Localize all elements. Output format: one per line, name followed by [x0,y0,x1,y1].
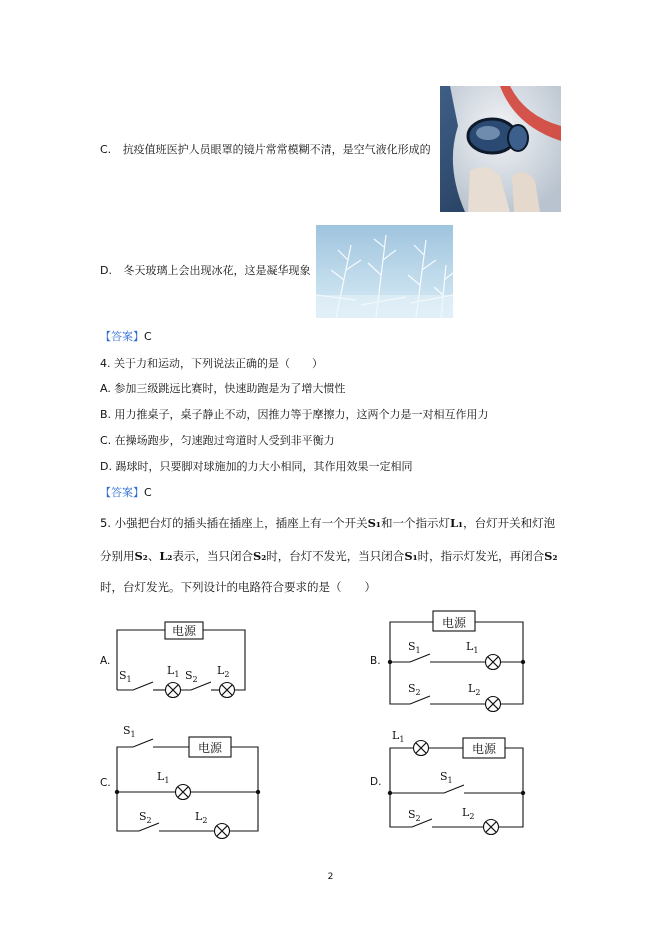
q4-option-a: A. 参加三级跳远比赛时，快速助跑是为了增大惯性 [100,382,346,395]
lamp-l2-label: $L_2$ [195,810,208,825]
junction-dot [521,791,525,795]
q5-text: 分别用 [100,549,135,563]
answer-tag: 【答案】 [100,486,144,499]
medical-worker-photo [440,86,561,212]
circuit-d-label: D. [370,776,382,788]
switch-s1-label: $S_1$ [440,770,453,785]
symbol-s1: S₁ [367,516,381,530]
switch-s1-label: $S_1$ [123,724,136,739]
symbol-l1: L₁ [449,516,464,530]
junction-dot [521,660,525,664]
lamp-l2-label: $L_2$ [462,806,475,821]
symbol-l2: L₂ [159,549,173,563]
power-source-label: 电源 [197,741,223,755]
symbol-s2: S₂ [252,549,267,563]
answer-q4 [100,486,152,500]
q5-text: 时，指示灯发光，再闭合 [417,549,545,563]
power-source-label: 电源 [471,742,497,756]
switch-s2-label: $S_2$ [408,808,421,823]
answer-value: C [144,330,152,343]
switch-s2-label: $S_2$ [185,669,198,684]
lamp-l1-label: $L_1$ [466,640,479,655]
option-c-label: C. [100,143,112,156]
q5-text: 表示，当只闭合 [172,549,253,563]
page-number: 2 [327,872,334,882]
lamp-l1-label: $L_1$ [157,770,170,785]
q4-option-c: C. 在操场跑步，匀速跑过弯道时人受到非平衡力 [100,434,335,447]
medical-worker-image [440,86,561,212]
q4-stem: 4. 关于力和运动，下列说法正确的是（ ） [100,357,323,370]
power-source-label: 电源 [441,616,467,630]
circuit-a [95,618,275,708]
q5-line-3: 时，台灯发光。下列设计的电路符合要求的是（ ） [100,580,376,594]
option-c-row [100,143,431,157]
switch-s1-label: $S_1$ [408,640,421,655]
lamp-l1-label: $L_1$ [392,729,405,744]
circuit-a-label: A. [100,655,111,667]
q5-text: 时，台灯不发光，当只闭合 [266,549,405,563]
answer-tag: 【答案】 [100,330,144,343]
circuit-c [95,720,270,840]
answer-value: C [144,486,152,499]
junction-dot [388,660,392,664]
switch-s2-label: $S_2$ [408,682,421,697]
q4-option-b: B. 用力推桌子，桌子静止不动，因推力等于摩擦力，这两个力是一对相互作用力 [100,408,489,421]
circuit-b [368,606,538,716]
q5-text: 5. 小强把台灯的插头插在插座上，插座上有一个开关 [100,516,368,530]
switch-s2-label: $S_2$ [139,810,152,825]
ice-flower-image [316,225,453,318]
lamp-l2-label: $L_2$ [468,682,481,697]
option-d-row [100,264,310,278]
q4-option-d: D. 踢球时，只要脚对球施加的力大小相同，其作用效果一定相同 [100,460,413,473]
circuit-c-label: C. [100,777,111,789]
lamp-l2-label: $L_2$ [217,664,230,679]
symbol-s2: S₂ [544,549,558,563]
junction-dot [256,790,260,794]
q5-line-1 [100,516,555,530]
option-d-label: D. [100,264,112,277]
power-source-label: 电源 [171,624,197,638]
option-c-text: 抗疫值班医护人员眼罩的镜片常常模糊不清，是空气液化形成的 [122,143,431,156]
junction-dot [388,791,392,795]
q5-text: ，台灯开关和灯泡 [463,516,556,530]
q5-line-2 [100,549,558,563]
lamp-l1-label: $L_1$ [167,664,180,679]
q5-text: 、 [147,549,160,563]
option-d-text: 冬天玻璃上会出现冰花，这是凝华现象 [123,264,311,277]
frost-photo [316,225,453,318]
symbol-s1: S₁ [404,549,418,563]
symbol-s2: S₂ [134,549,148,563]
switch-s1-label: $S_1$ [119,669,132,684]
junction-dot [115,790,119,794]
circuit-b-label: B. [370,655,381,667]
answer-q3 [100,330,152,344]
circuit-d [368,725,538,840]
q5-text: 和一个指示灯 [380,516,450,530]
